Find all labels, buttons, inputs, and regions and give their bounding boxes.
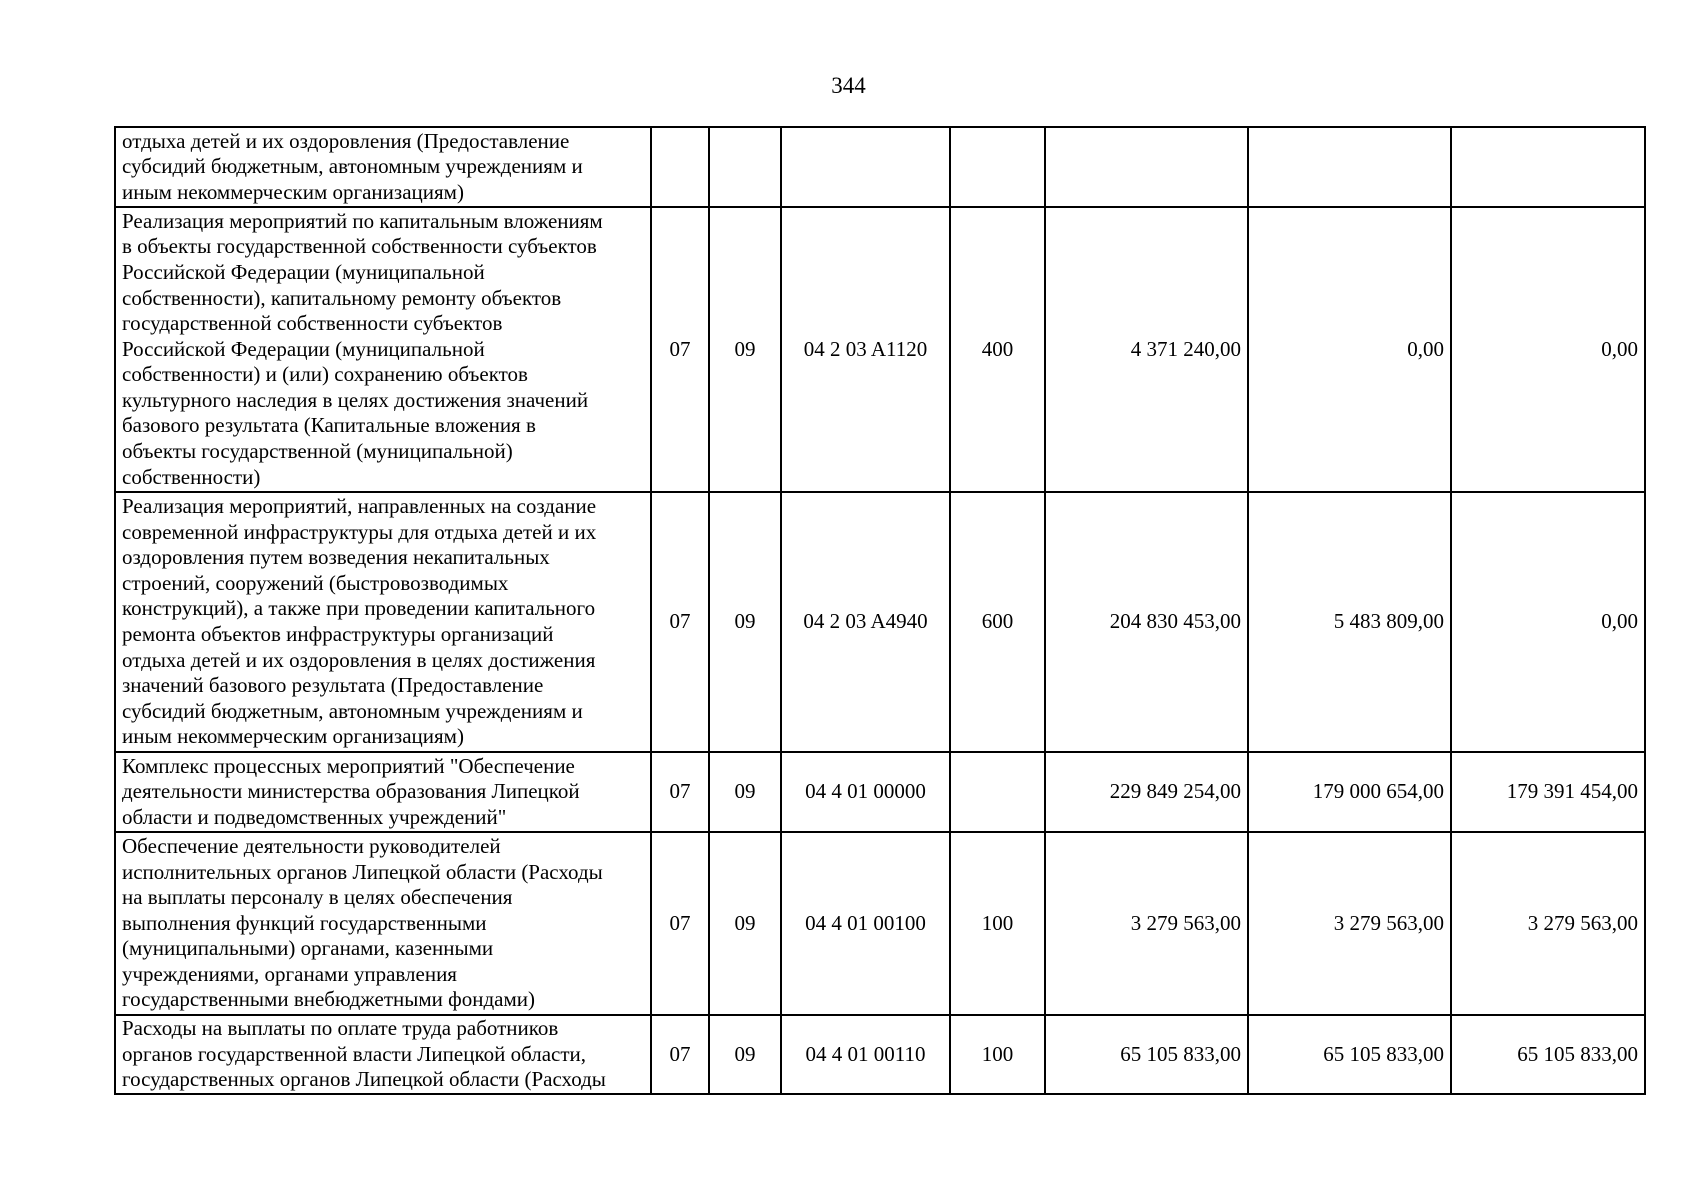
amount-year-1-cell: 229 849 254,00 [1045,752,1248,832]
description-line: в объекты государственной собственности субъектов [122,234,597,259]
description-line: современной инфраструктуры для отдыха детей и их [122,519,597,544]
description-line: культурного наследия в целях достижения значений [122,387,589,412]
subsection-cell: 09 [709,1015,781,1094]
description-line: исполнительных органов Липецкой области (Расходы [122,859,603,884]
section-cell: 07 [651,492,709,752]
description-line: конструкций), а также при проведении капитального [122,596,596,621]
target-article-cell [781,127,950,207]
amount-year-1-cell [1045,127,1248,207]
target-article-cell: 04 4 01 00100 [781,832,950,1015]
description-cell [115,492,651,752]
description-line: Российской Федерации (муниципальной [122,259,485,284]
description-line: Российской Федерации (муниципальной [122,336,485,361]
amount-year-3-cell [1451,127,1645,207]
target-article-cell: 04 4 01 00000 [781,752,950,832]
subsection-cell [709,127,781,207]
amount-year-1-cell: 3 279 563,00 [1045,832,1248,1015]
target-article-cell: 04 2 03 A1120 [781,207,950,492]
description-line: субсидий бюджетным, автономным учреждениям и [122,698,583,723]
expense-type-cell [950,127,1045,207]
description-line: собственности) [122,464,261,489]
description-line: отдыха детей и их оздоровления (Предоставление [122,128,570,153]
section-cell [651,127,709,207]
amount-year-2-cell: 3 279 563,00 [1248,832,1451,1015]
expense-type-cell: 600 [950,492,1045,752]
description-line: органов государственной власти Липецкой области, [122,1041,587,1066]
section-cell: 07 [651,1015,709,1094]
description-line: на выплаты персоналу в целях обеспечения [122,885,513,910]
description-line: отдыха детей и их оздоровления в целях достижения [122,647,596,672]
description-line: оздоровления путем возведения некапитальных [122,545,550,570]
description-line: Реализация мероприятий, направленных на создание [122,494,597,519]
amount-year-2-cell: 179 000 654,00 [1248,752,1451,832]
description-line: значений базового результата (Предоставление [122,673,544,698]
amount-year-3-cell: 0,00 [1451,207,1645,492]
budget-table [114,126,1646,1095]
section-cell: 07 [651,752,709,832]
description-line: выполнения функций государственными [122,910,487,935]
description-line: (муниципальными) органами, казенными [122,936,494,961]
page-number: 344 [831,73,866,98]
description-line: государственных органов Липецкой области (Расходы [122,1067,606,1092]
description-line: Комплекс процессных мероприятий "Обеспечение [122,753,575,778]
section-cell: 07 [651,207,709,492]
description-cell [115,207,651,492]
table-body [115,127,1645,1094]
amount-year-2-cell: 5 483 809,00 [1248,492,1451,752]
description-line: области и подведомственных учреждений" [122,804,507,829]
description-line: собственности) и (или) сохранению объектов [122,362,528,387]
target-article-cell: 04 4 01 00110 [781,1015,950,1094]
table-row [115,832,1645,1015]
table-row [115,492,1645,752]
description-cell [115,127,651,207]
expense-type-cell: 100 [950,832,1045,1015]
description-line: государственной собственности субъектов [122,311,503,336]
description-line: Обеспечение деятельности руководителей [122,833,501,858]
amount-year-2-cell: 65 105 833,00 [1248,1015,1451,1094]
expense-type-cell: 400 [950,207,1045,492]
subsection-cell: 09 [709,752,781,832]
description-line: базового результата (Капитальные вложения в [122,413,536,438]
description-line: строений, сооружений (быстровозводимых [122,570,509,595]
target-article-cell: 04 2 03 A4940 [781,492,950,752]
description-line: иным некоммерческим организациям) [122,724,464,749]
description-line: иным некоммерческим организациям) [122,179,464,204]
description-line: деятельности министерства образования Липецкой [122,779,580,804]
description-cell [115,1015,651,1094]
description-cell [115,752,651,832]
description-line: собственности), капитальному ремонту объектов [122,285,562,310]
table-row [115,752,1645,832]
description-line: ремонта объектов инфраструктуры организаций [122,622,554,646]
expense-type-cell: 100 [950,1015,1045,1094]
description-cell [115,832,651,1015]
amount-year-1-cell: 65 105 833,00 [1045,1015,1248,1094]
subsection-cell: 09 [709,832,781,1015]
amount-year-3-cell: 179 391 454,00 [1451,752,1645,832]
subsection-cell: 09 [709,207,781,492]
amount-year-2-cell [1248,127,1451,207]
amount-year-3-cell: 3 279 563,00 [1451,832,1645,1015]
table-row [115,127,1645,207]
description-line: государственными внебюджетными фондами) [122,987,536,1012]
amount-year-1-cell: 204 830 453,00 [1045,492,1248,752]
description-line: учреждениями, органами управления [122,961,457,986]
expense-type-cell [950,752,1045,832]
amount-year-2-cell: 0,00 [1248,207,1451,492]
table-row [115,1015,1645,1094]
section-cell: 07 [651,832,709,1015]
description-line: Реализация мероприятий по капитальным вложениям [122,208,603,233]
subsection-cell: 09 [709,492,781,752]
description-line: объекты государственной (муниципальной) [122,439,513,464]
table-row [115,207,1645,492]
description-line: субсидий бюджетным, автономным учреждениям и [122,154,583,179]
amount-year-3-cell: 0,00 [1451,492,1645,752]
description-line: Расходы на выплаты по оплате труда работников [122,1016,559,1041]
amount-year-1-cell: 4 371 240,00 [1045,207,1248,492]
amount-year-3-cell: 65 105 833,00 [1451,1015,1645,1094]
